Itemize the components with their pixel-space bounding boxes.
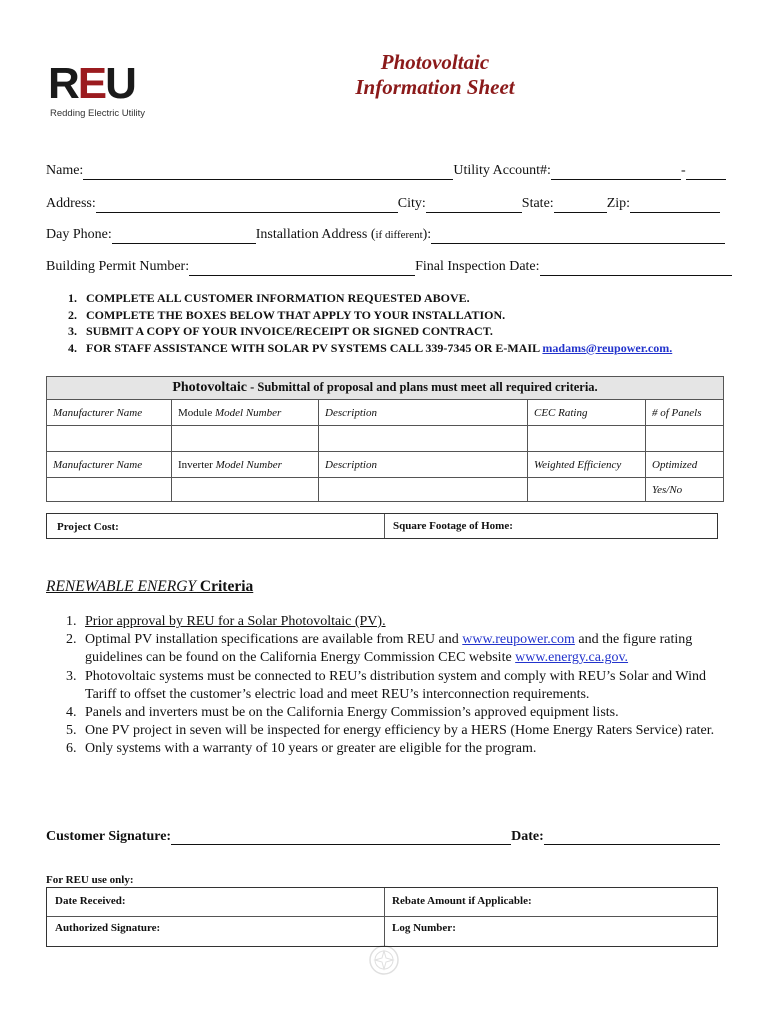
authorized-signature-label[interactable]: Authorized Signature: [55, 922, 161, 934]
criteria-text: Optimal PV installation specifications are available from REU and [85, 632, 463, 648]
day-phone-label: Day Phone: [46, 227, 112, 242]
day-phone-field[interactable] [112, 229, 256, 244]
page-title [300, 50, 570, 100]
final-inspection-field[interactable] [540, 261, 732, 276]
city-label: City: [397, 196, 426, 211]
name-row [46, 162, 726, 180]
reu-logo [48, 59, 158, 124]
project-cost-box [46, 513, 718, 539]
instruction-item [68, 340, 672, 357]
seal-watermark-icon [368, 944, 400, 976]
inverter-description-cell[interactable] [319, 478, 528, 502]
criteria-number: 6. [66, 741, 77, 757]
energy-ca-gov-link[interactable]: www.energy.ca.gov. [515, 650, 629, 666]
city-field[interactable] [426, 198, 522, 213]
name-label: Name: [46, 163, 84, 178]
criteria-text: One PV project in seven will be inspected for energy efficiency by a HERS (Home Energy Raters Service) rater. [85, 723, 715, 739]
criteria-title-rest: Criteria [196, 578, 254, 595]
criteria-text-continued: and the figure rating guidelines can be found on the California Energy Commission CEC website [85, 632, 693, 666]
instruction-number: 3. [68, 324, 77, 338]
header-criteria-note: - Submittal of proposal and plans must meet all required criteria. [246, 380, 598, 394]
inverter-prefix: Inverter [178, 458, 216, 471]
equipment-table-header [47, 377, 724, 400]
inverter-model-header [172, 452, 319, 478]
address-label: Address: [46, 196, 96, 211]
criteria-number: 5. [66, 723, 77, 739]
signature-row [46, 829, 720, 845]
instruction-item [68, 323, 672, 340]
criteria-text: Panels and inverters must be on the California Energy Commission’s approved equipment lists. [85, 705, 619, 721]
instruction-item [68, 307, 672, 324]
instructions-list [68, 290, 672, 356]
address-row [46, 195, 720, 213]
criteria-list [66, 613, 726, 759]
zip-label: Zip: [606, 196, 631, 211]
installation-address-close: ): [422, 227, 432, 242]
logo-letter-u: U [105, 59, 135, 108]
utility-account-suffix-field[interactable] [686, 165, 726, 180]
reupower-link[interactable]: www.reupower.com [462, 632, 575, 648]
logo-letter-r: R [48, 59, 78, 108]
inverter-manufacturer-cell[interactable] [47, 478, 172, 502]
title-line-2: Information Sheet [355, 75, 515, 99]
module-manufacturer-cell[interactable] [47, 426, 172, 452]
criteria-text: Photovoltaic systems must be connected to REU’s distribution system and comply with REU’s Solar and Wind Tariff to offset the customer’s electric load and meet REU’s interconnection requirements. [85, 668, 706, 702]
permit-row [46, 258, 732, 276]
project-cost-label[interactable]: Project Cost: [57, 521, 119, 533]
log-number-label[interactable]: Log Number: [392, 922, 456, 934]
installation-address-field[interactable] [431, 229, 725, 244]
weighted-efficiency-header: Weighted Efficiency [528, 452, 646, 478]
num-panels-header: # of Panels [646, 400, 724, 426]
instruction-text: FOR STAFF ASSISTANCE WITH SOLAR PV SYSTEMS CALL 339-7345 OR E-MAIL [86, 340, 543, 355]
header-photovoltaic: Photovoltaic [172, 380, 247, 395]
project-cost-divider [384, 514, 385, 538]
final-inspection-label: Final Inspection Date: [415, 259, 540, 274]
account-dash: - [680, 163, 686, 178]
customer-signature-label: Customer Signature: [46, 829, 172, 844]
module-model-cell[interactable] [172, 426, 319, 452]
weighted-efficiency-cell[interactable] [528, 478, 646, 502]
square-footage-label[interactable]: Square Footage of Home: [393, 520, 513, 532]
instruction-text: COMPLETE THE BOXES BELOW THAT APPLY TO YOUR INSTALLATION. [86, 307, 506, 322]
criteria-item [66, 704, 726, 722]
criteria-item [66, 668, 726, 704]
instruction-text: COMPLETE ALL CUSTOMER INFORMATION REQUESTED ABOVE. [86, 291, 470, 305]
equipment-table [46, 376, 724, 502]
instruction-number: 4. [68, 340, 77, 355]
module-model-text: Model Number [214, 406, 282, 419]
signature-date-field[interactable] [544, 830, 720, 845]
optimized-header: Optimized [646, 452, 724, 478]
reu-use-label: For REU use only: [46, 874, 134, 886]
module-model-header [172, 400, 319, 426]
cec-rating-header: CEC Rating [528, 400, 646, 426]
zip-field[interactable] [630, 198, 720, 213]
installation-address-label: Installation Address ( [255, 227, 376, 242]
reu-box-vertical-divider [384, 888, 385, 946]
criteria-number: 4. [66, 705, 77, 721]
name-field[interactable] [83, 165, 453, 180]
criteria-number: 2. [66, 632, 77, 648]
building-permit-label: Building Permit Number: [46, 259, 190, 274]
logo-letter-e: E [77, 59, 106, 108]
criteria-item [66, 722, 726, 740]
cec-rating-cell[interactable] [528, 426, 646, 452]
criteria-text: Prior approval by REU for a Solar Photovoltaic (PV). [85, 614, 386, 629]
criteria-text: Only systems with a warranty of 10 years or greater are eligible for the program. [85, 741, 537, 757]
if-different-note: if different [375, 229, 423, 241]
manufacturer-name-header: Manufacturer Name [47, 400, 172, 426]
criteria-item [66, 613, 726, 631]
signature-date-label: Date: [511, 829, 544, 844]
utility-account-label: Utility Account#: [453, 163, 551, 178]
inverter-description-header: Description [319, 452, 528, 478]
instruction-item [68, 290, 672, 307]
customer-signature-field[interactable] [171, 830, 511, 845]
reu-use-box [46, 887, 718, 947]
num-panels-cell[interactable] [646, 426, 724, 452]
criteria-title [46, 578, 253, 596]
title-line-1: Photovoltaic [380, 50, 490, 74]
inverter-model-cell[interactable] [172, 478, 319, 502]
inverter-model-text: Model Number [215, 458, 282, 471]
instruction-number: 1. [68, 291, 77, 305]
inverter-manufacturer-header: Manufacturer Name [47, 452, 172, 478]
utility-account-field[interactable] [551, 165, 681, 180]
logo-wordmark [48, 59, 135, 108]
criteria-number: 3. [66, 668, 77, 684]
module-description-header: Description [319, 400, 528, 426]
criteria-title-italic: RENEWABLE ENERGY [46, 578, 197, 595]
criteria-item [66, 740, 726, 758]
address-field[interactable] [96, 198, 398, 213]
rebate-amount-label[interactable]: Rebate Amount if Applicable: [392, 895, 532, 907]
module-description-cell[interactable] [319, 426, 528, 452]
module-prefix: Module [178, 406, 215, 419]
instruction-number: 2. [68, 307, 77, 322]
reu-box-horizontal-divider [47, 916, 717, 917]
email-link[interactable]: madams@reupower.com. [542, 340, 673, 355]
state-field[interactable] [554, 198, 607, 213]
date-received-label[interactable]: Date Received: [55, 895, 126, 907]
criteria-number: 1. [66, 614, 77, 629]
logo-subtitle: Redding Electric Utility [50, 108, 146, 119]
phone-row [46, 226, 725, 244]
state-label: State: [521, 196, 554, 211]
yes-no-cell[interactable]: Yes/No [646, 478, 724, 502]
criteria-item [66, 631, 726, 667]
instruction-text: SUBMIT A COPY OF YOUR INVOICE/RECEIPT OR SIGNED CONTRACT. [86, 324, 493, 338]
building-permit-field[interactable] [189, 261, 415, 276]
